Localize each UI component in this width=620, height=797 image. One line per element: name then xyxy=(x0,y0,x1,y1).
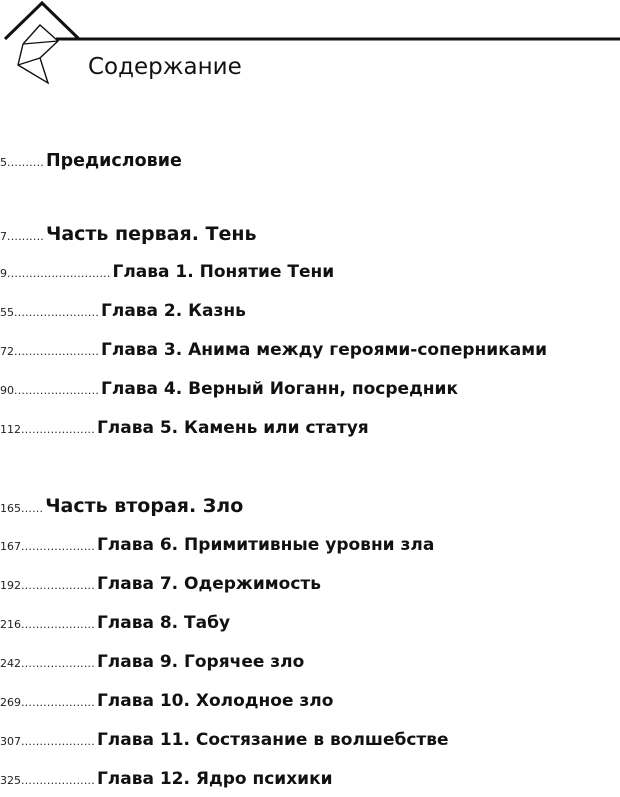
toc-entry[interactable] xyxy=(0,574,321,600)
toc-entry[interactable] xyxy=(0,262,334,288)
toc-page-number: 7 xyxy=(0,230,7,243)
toc-entry[interactable] xyxy=(0,151,182,177)
toc-page-number: 307 xyxy=(0,735,21,748)
toc-entry-label: Глава 8. Табу xyxy=(96,613,231,633)
toc-page-number: 325 xyxy=(0,774,21,787)
toc-page-number: 167 xyxy=(0,540,21,553)
toc-page-number: 269 xyxy=(0,696,21,709)
toc-page-number: 216 xyxy=(0,618,21,631)
toc-entry-label: Часть вторая. Зло xyxy=(45,495,244,517)
toc-page-number: 55 xyxy=(0,306,14,319)
toc-entry[interactable] xyxy=(0,535,434,561)
header-ornament xyxy=(0,0,620,100)
diamond-inner-icon xyxy=(18,25,58,83)
toc-leader-dots: .......... xyxy=(7,230,44,243)
toc-page-number: 72 xyxy=(0,345,14,358)
toc-leader-dots: ...... xyxy=(21,502,44,515)
toc-entry-label: Глава 12. Ядро психики xyxy=(96,769,333,789)
toc-entry-label: Часть первая. Тень xyxy=(45,223,257,245)
toc-page-number: 5 xyxy=(0,156,7,169)
toc-entry[interactable] xyxy=(0,418,369,444)
toc-page-number: 165 xyxy=(0,502,21,515)
toc-leader-dots: ....................... xyxy=(14,306,100,319)
toc-entry-label: Глава 9. Горячее зло xyxy=(96,652,305,672)
toc-page-number: 242 xyxy=(0,657,21,670)
toc-entry[interactable] xyxy=(0,691,333,717)
toc-leader-dots: .................... xyxy=(21,618,95,631)
toc-entry-label: Глава 11. Состязание в волшебстве xyxy=(96,730,449,750)
toc-leader-dots: .................... xyxy=(21,774,95,787)
toc-entry-label: Глава 10. Холодное зло xyxy=(96,691,334,711)
toc-entry-label: Глава 3. Анима между героями-соперниками xyxy=(101,340,548,360)
toc-leader-dots: .................... xyxy=(21,657,95,670)
toc-entry-label: Глава 7. Одержимость xyxy=(96,574,322,594)
toc-entry-label: Глава 2. Казнь xyxy=(101,301,246,321)
toc-page-number: 9 xyxy=(0,267,7,280)
toc-leader-dots: .................... xyxy=(21,579,95,592)
toc-entry[interactable] xyxy=(0,613,230,639)
toc-entry[interactable] xyxy=(0,652,304,678)
toc-leader-dots: ....................... xyxy=(14,384,100,397)
toc-leader-dots: .................... xyxy=(21,423,95,436)
toc-entry[interactable] xyxy=(0,730,449,756)
toc-page-number: 112 xyxy=(0,423,21,436)
toc-leader-dots: .......... xyxy=(7,156,44,169)
toc-leader-dots: ............................ xyxy=(7,267,111,280)
toc-page-number: 90 xyxy=(0,384,14,397)
toc-entry[interactable] xyxy=(0,223,257,249)
page-title: Содержание xyxy=(88,54,242,80)
toc-leader-dots: .................... xyxy=(21,540,95,553)
toc-leader-dots: .................... xyxy=(21,696,95,709)
toc-entry[interactable] xyxy=(0,379,458,405)
toc-page-number: 192 xyxy=(0,579,21,592)
toc-entry[interactable] xyxy=(0,769,333,795)
toc-leader-dots: ....................... xyxy=(14,345,100,358)
diamond-outer-icon xyxy=(5,3,79,39)
toc-entry-label: Предисловие xyxy=(45,151,182,171)
toc-entry[interactable] xyxy=(0,495,243,521)
toc-entry[interactable] xyxy=(0,340,547,366)
toc-entry-label: Глава 6. Примитивные уровни зла xyxy=(96,535,435,555)
toc-entry-label: Глава 1. Понятие Тени xyxy=(112,262,335,282)
toc-leader-dots: .................... xyxy=(21,735,95,748)
toc-entry-label: Глава 5. Камень или статуя xyxy=(96,418,369,438)
toc-entry[interactable] xyxy=(0,301,246,327)
toc-entry-label: Глава 4. Верный Иоганн, посредник xyxy=(101,379,458,399)
